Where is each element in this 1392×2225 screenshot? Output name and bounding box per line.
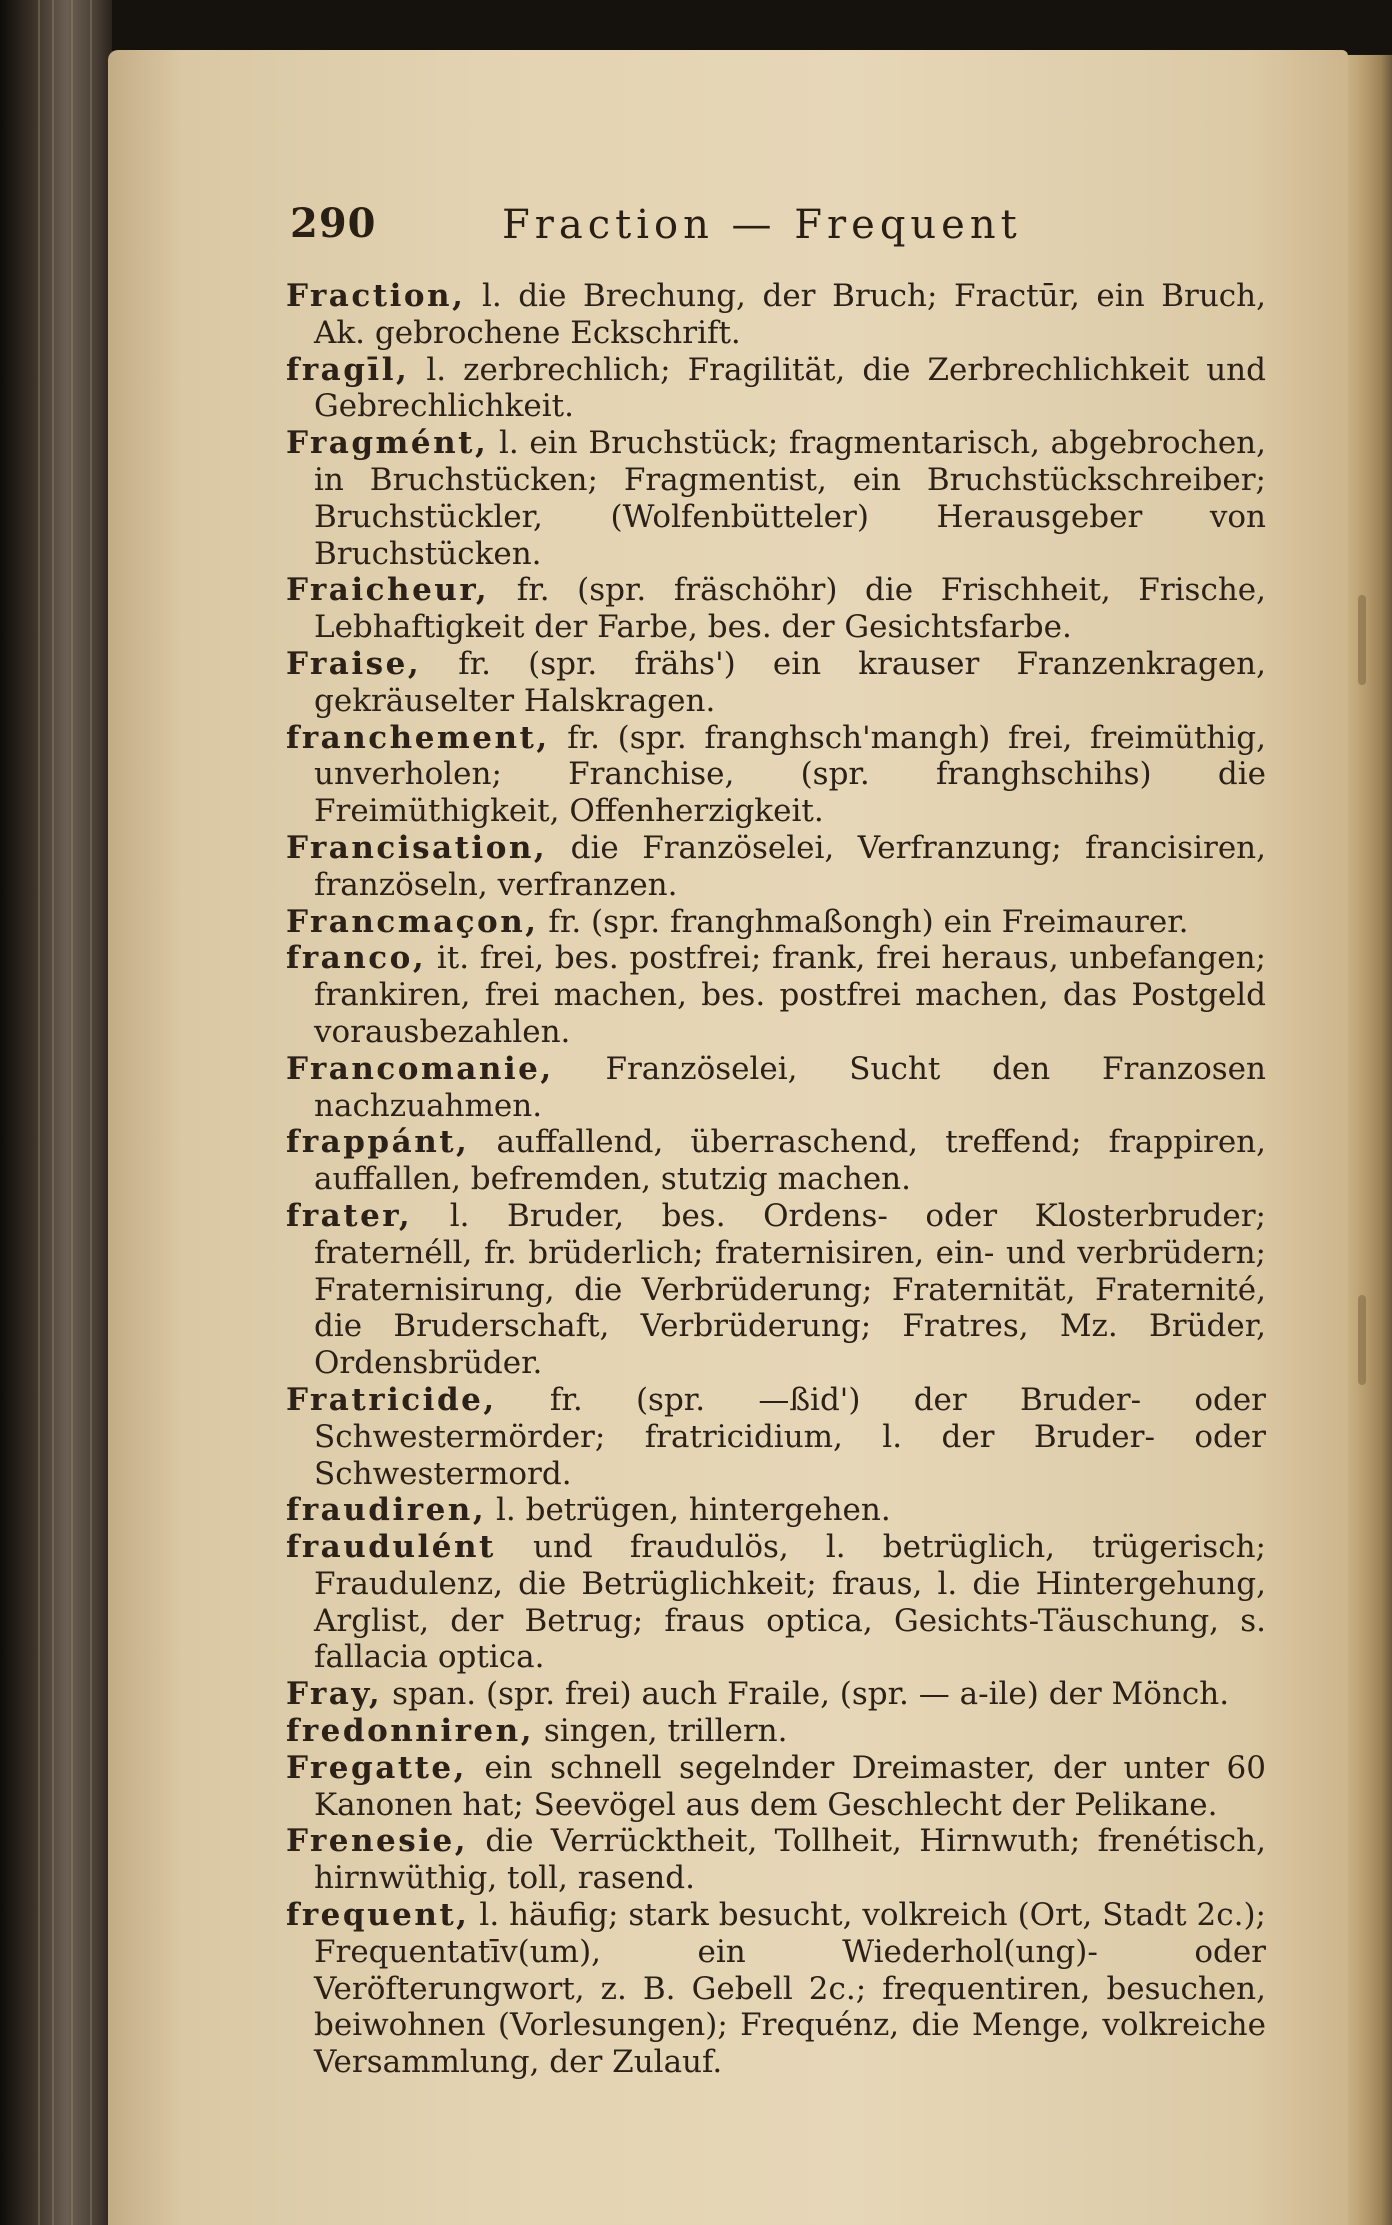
top-shadow — [0, 0, 1392, 54]
running-head: Fraction — Frequent — [502, 202, 1022, 248]
entry-lemma: fredonniren, — [286, 1713, 534, 1750]
entry-text: it. frei, bes. postfrei; frank, frei heraus, unbefangen; frankiren, frei machen, bes. postfrei machen, das Postgeld vorausbezahlen. — [314, 940, 1266, 1050]
entry-text: fr. (spr. —ßid') der Bruder- oder Schwestermörder; fratricidium, l. der Bruder- oder Schwestermord. — [314, 1381, 1266, 1492]
entry-text: l. Bruder, bes. Ordens- oder Klosterbruder; fraternéll, fr. brüderlich; fraternisiren, ein- und verbrüdern; Fraternisirung, die Verbrüderung; Fraternität, Fraternité, die Bruderschaft, Verbrüderung; Fratres, Mz. Brüder, Ordensbrüder. — [314, 1197, 1266, 1382]
dictionary-entry — [286, 1823, 1266, 1897]
dictionary-entry — [286, 1529, 1266, 1676]
page-edge — [1348, 55, 1392, 2225]
entry-text: auffallend, überraschend, treffend; frappiren, auffallen, befremden, stutzig machen. — [314, 1124, 1266, 1198]
dictionary-entry — [286, 425, 1266, 572]
dictionary-entry — [286, 1198, 1266, 1382]
dictionary-entry — [286, 1382, 1266, 1492]
entry-lemma: Fraicheur, — [286, 572, 490, 609]
dictionary-text — [286, 278, 1266, 2081]
entry-text: fr. (spr. franghmaßongh) ein Freimaurer. — [538, 903, 1189, 940]
entry-text: Französelei, Sucht den Franzosen nachzuahmen. — [314, 1050, 1266, 1124]
dictionary-entry — [286, 572, 1266, 646]
page-fold — [1358, 1295, 1366, 1385]
entry-text: die Verrücktheit, Tollheit, Hirnwuth; frenétisch, hirnwüthig, toll, rasend. — [314, 1823, 1266, 1897]
entry-lemma: Frenesie, — [286, 1823, 469, 1860]
entry-lemma: Fragmént, — [286, 425, 489, 462]
entry-text: die Französelei, Verfranzung; francisiren, französeln, verfranzen. — [314, 829, 1266, 903]
entry-lemma: Fratricide, — [286, 1381, 497, 1418]
binding-stripe — [90, 0, 92, 2225]
dictionary-entry — [286, 940, 1266, 1050]
entry-text: l. zerbrechlich; Fragilität, die Zerbrechlichkeit und Gebrechlichkeit. — [314, 351, 1266, 425]
entry-text: l. häufig; stark besucht, volkreich (Ort, Stadt 2c.); Frequentatīv(um), ein Wiederhol(ung)- oder Veröfterungwort, z. B. Gebell 2c.; frequentiren, besuchen, beiwohnen (Vorlesungen); Frequénz, die Menge, volkreiche Versammlung, der Zulauf. — [314, 1897, 1266, 2081]
entry-text: l. die Brechung, der Bruch; Fractūr, ein Bruch, Ak. gebrochene Eckschrift. — [314, 278, 1266, 351]
page-fold — [1358, 595, 1366, 685]
dictionary-entry — [286, 352, 1266, 426]
dictionary-entry — [286, 278, 1266, 352]
dictionary-entry — [286, 1897, 1266, 2081]
entry-lemma: fragīl, — [286, 351, 410, 388]
entry-lemma: frappánt, — [286, 1124, 470, 1161]
entry-lemma: Fraise, — [286, 645, 422, 682]
dictionary-entry — [286, 904, 1266, 941]
entry-lemma: Fray, — [286, 1676, 383, 1713]
dictionary-entry — [286, 720, 1266, 830]
dictionary-entry — [286, 646, 1266, 720]
entry-lemma: franco, — [286, 940, 427, 977]
book-binding — [0, 0, 112, 2225]
entry-text: ein schnell segelnder Dreimaster, der unter 60 Kanonen hat; Seevögel aus dem Geschlecht der Pelikane. — [314, 1749, 1266, 1823]
page-header — [290, 200, 1060, 260]
dictionary-entry — [286, 830, 1266, 904]
entry-text: l. ein Bruchstück; fragmentarisch, abgebrochen, in Bruchstücken; Fragmentist, ein Bruchstückschreiber; Bruchstückler, (Wolfenbütteler) Herausgeber von Bruchstücken. — [314, 425, 1266, 572]
binding-stripe — [52, 0, 54, 2225]
entry-text: fr. (spr. fräschöhr) die Frischheit, Frische, Lebhaftigkeit der Farbe, bes. der Gesichtsfarbe. — [314, 572, 1266, 646]
entry-lemma: Francomanie, — [286, 1050, 554, 1087]
entry-lemma: Fregatte, — [286, 1749, 467, 1786]
entry-text: fr. (spr. franghsch'mangh) frei, freimüthig, unverholen; Franchise, (spr. franghschihs) die Freimüthigkeit, Offenherzigkeit. — [314, 719, 1266, 830]
entry-text: und fraudulös, l. betrüglich, trügerisch; Fraudulenz, die Betrüglichkeit; fraus, l. die Hintergehung, Arglist, der Betrug; fraus optica, Gesichts-Täuschung, s. fallacia optica. — [314, 1529, 1266, 1676]
entry-text: span. (spr. frei) auch Fraile, (spr. — a-ile) der Mönch. — [382, 1676, 1230, 1713]
binding-stripe — [71, 0, 73, 2225]
entry-text: fr. (spr. frähs') ein krauser Franzenkragen, gekräuselter Halskragen. — [314, 645, 1266, 719]
entry-lemma: frequent, — [286, 1897, 470, 1934]
dictionary-entry — [286, 1051, 1266, 1125]
entry-lemma: Francmaçon, — [286, 903, 539, 940]
dictionary-entry — [286, 1124, 1266, 1198]
entry-lemma: Francisation, — [286, 829, 548, 866]
entry-lemma: franchement, — [286, 719, 550, 756]
entry-lemma: fraudulént — [286, 1529, 496, 1566]
entry-lemma: frater, — [286, 1197, 413, 1234]
entry-text: l. betrügen, hintergehen. — [486, 1492, 891, 1529]
entry-lemma: fraudiren, — [286, 1492, 487, 1529]
dictionary-entry — [286, 1492, 1266, 1529]
entry-text: singen, trillern. — [533, 1713, 788, 1750]
dictionary-entry — [286, 1676, 1266, 1713]
binding-stripe — [38, 0, 40, 2225]
page-number: 290 — [290, 200, 377, 247]
dictionary-entry — [286, 1750, 1266, 1824]
entry-lemma: Fraction, — [286, 278, 466, 314]
dictionary-entry — [286, 1713, 1266, 1750]
